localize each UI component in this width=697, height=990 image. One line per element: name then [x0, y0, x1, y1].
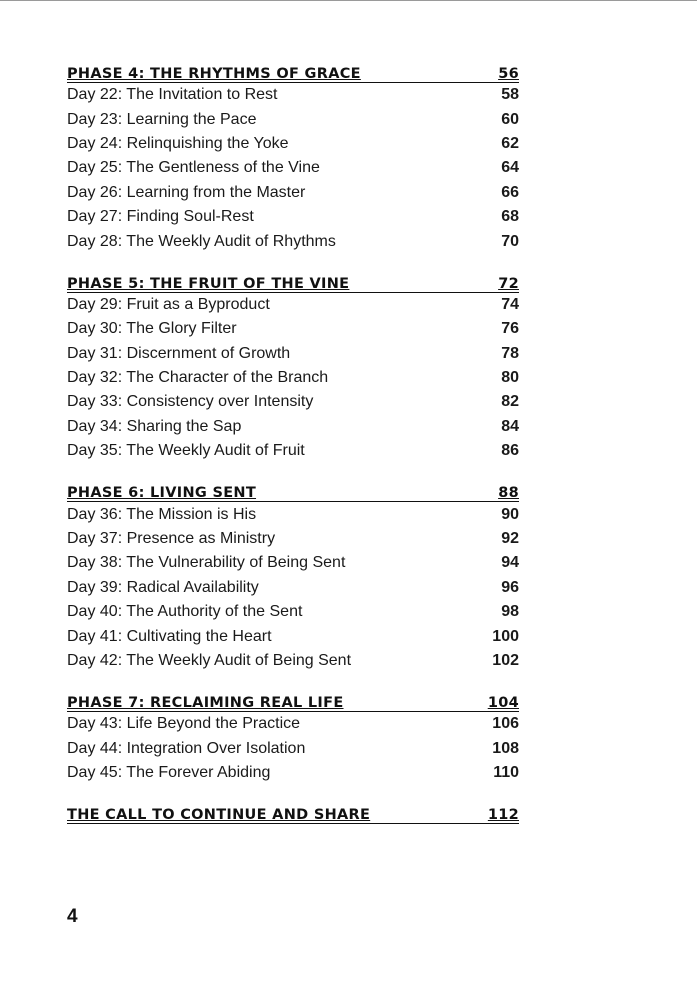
phase-title: PHASE 4: THE RHYTHMS OF GRACE	[67, 66, 361, 82]
entry-page: 94	[501, 554, 519, 572]
page-number: 4	[67, 906, 78, 927]
entry-label: Day 42: The Weekly Audit of Being Sent	[67, 652, 352, 669]
entry-label: Day 45: The Forever Abiding	[67, 764, 271, 782]
phase-title: PHASE 6: LIVING SENT	[67, 485, 257, 502]
entry-label: Day 25: The Gentleness of the Vine	[67, 159, 320, 177]
closing-title: THE CALL TO CONTINUE AND SHARE	[67, 807, 371, 824]
toc-entry[interactable]	[67, 293, 519, 317]
entry-page: 82	[501, 393, 519, 411]
phase-title: PHASE 7: RECLAIMING REAL LIFE	[67, 695, 344, 712]
phase-page: 72	[498, 275, 519, 292]
entry-label: Day 24: Relinquishing the Yoke	[67, 134, 289, 152]
toc-entry[interactable]	[67, 502, 519, 526]
entry-label: Day 26: Learning from the Master	[67, 183, 306, 201]
toc-entry[interactable]	[67, 390, 519, 414]
toc-entry[interactable]	[67, 156, 519, 180]
toc-entry[interactable]	[67, 439, 519, 463]
toc-entry[interactable]	[67, 415, 519, 439]
entry-label: Day 40: The Authority of the Sent	[67, 603, 303, 621]
entry-page: 108	[492, 739, 519, 757]
toc-entry[interactable]	[67, 205, 519, 229]
entry-page: 58	[501, 86, 519, 104]
entry-page: 96	[501, 578, 519, 596]
closing-page: 112	[487, 807, 519, 824]
toc-entry[interactable]	[67, 712, 519, 736]
entry-label: Day 44: Integration Over Isolation	[67, 739, 306, 757]
entry-page: 86	[501, 442, 519, 460]
toc-entry[interactable]	[67, 649, 519, 673]
toc-entry[interactable]	[67, 600, 519, 624]
phase-page: 104	[487, 695, 519, 712]
entry-label: Day 31: Discernment of Growth	[67, 344, 291, 362]
entry-page: 106	[492, 715, 519, 733]
entry-page: 90	[501, 505, 519, 523]
phase-section	[67, 485, 519, 673]
entry-page: 92	[501, 530, 519, 548]
phase-heading[interactable]	[67, 485, 519, 502]
closing-heading[interactable]	[67, 807, 519, 824]
toc-entry[interactable]	[67, 624, 519, 648]
phase-page: 56	[498, 66, 519, 82]
entry-page: 100	[492, 627, 519, 645]
entry-label: Day 38: The Vulnerability of Being Sent	[67, 554, 346, 572]
entry-label: Day 36: The Mission is His	[67, 505, 257, 523]
entry-page: 80	[501, 369, 519, 387]
toc-entry[interactable]	[67, 551, 519, 575]
entry-label: Day 37: Presence as Ministry	[67, 530, 276, 548]
entry-page: 66	[501, 183, 519, 201]
entry-label: Day 41: Cultivating the Heart	[67, 627, 272, 645]
entry-page: 68	[501, 208, 519, 226]
phase-heading[interactable]	[67, 276, 519, 293]
entry-label: Day 39: Radical Availability	[67, 578, 259, 596]
entry-label: Day 23: Learning the Pace	[67, 110, 257, 128]
entry-label: Day 30: The Glory Filter	[67, 320, 237, 338]
entry-page: 84	[501, 417, 519, 435]
phase-section	[67, 276, 519, 464]
entry-label: Day 29: Fruit as a Byproduct	[67, 295, 270, 313]
entry-page: 98	[501, 603, 519, 621]
entry-page: 74	[501, 295, 519, 313]
phase-heading[interactable]	[67, 695, 519, 712]
entry-page: 62	[501, 134, 519, 152]
entry-page: 64	[501, 159, 519, 177]
phase-section	[67, 695, 519, 785]
entry-label: Day 22: The Invitation to Rest	[67, 86, 278, 104]
toc-entry[interactable]	[67, 342, 519, 366]
entry-label: Day 34: Sharing the Sap	[67, 417, 242, 435]
entry-page: 70	[501, 232, 519, 250]
entry-page: 102	[492, 652, 519, 669]
entry-label: Day 28: The Weekly Audit of Rhythms	[67, 232, 336, 250]
phase-page: 88	[498, 485, 519, 502]
entry-label: Day 43: Life Beyond the Practice	[67, 715, 301, 733]
top-border	[0, 0, 697, 1]
toc-entry[interactable]	[67, 229, 519, 253]
phase-title: PHASE 5: THE FRUIT OF THE VINE	[67, 275, 350, 292]
toc-entry[interactable]	[67, 107, 519, 131]
toc-entry[interactable]	[67, 366, 519, 390]
toc-entry[interactable]	[67, 181, 519, 205]
entry-page: 78	[501, 344, 519, 362]
entry-label: Day 27: Finding Soul-Rest	[67, 208, 254, 226]
toc-entry[interactable]	[67, 576, 519, 600]
entry-page: 110	[493, 764, 519, 782]
toc-entry[interactable]	[67, 761, 519, 785]
phase-section	[67, 66, 519, 254]
entry-label: Day 35: The Weekly Audit of Fruit	[67, 442, 305, 460]
toc-entry[interactable]	[67, 132, 519, 156]
entry-page: 60	[501, 110, 519, 128]
phase-heading[interactable]	[67, 66, 519, 83]
toc-entry[interactable]	[67, 83, 519, 107]
toc-entry[interactable]	[67, 317, 519, 341]
toc-entry[interactable]	[67, 737, 519, 761]
table-of-contents	[67, 66, 519, 824]
toc-entry[interactable]	[67, 527, 519, 551]
entry-label: Day 32: The Character of the Branch	[67, 369, 329, 387]
entry-page: 76	[501, 320, 519, 338]
entry-label: Day 33: Consistency over Intensity	[67, 393, 314, 411]
